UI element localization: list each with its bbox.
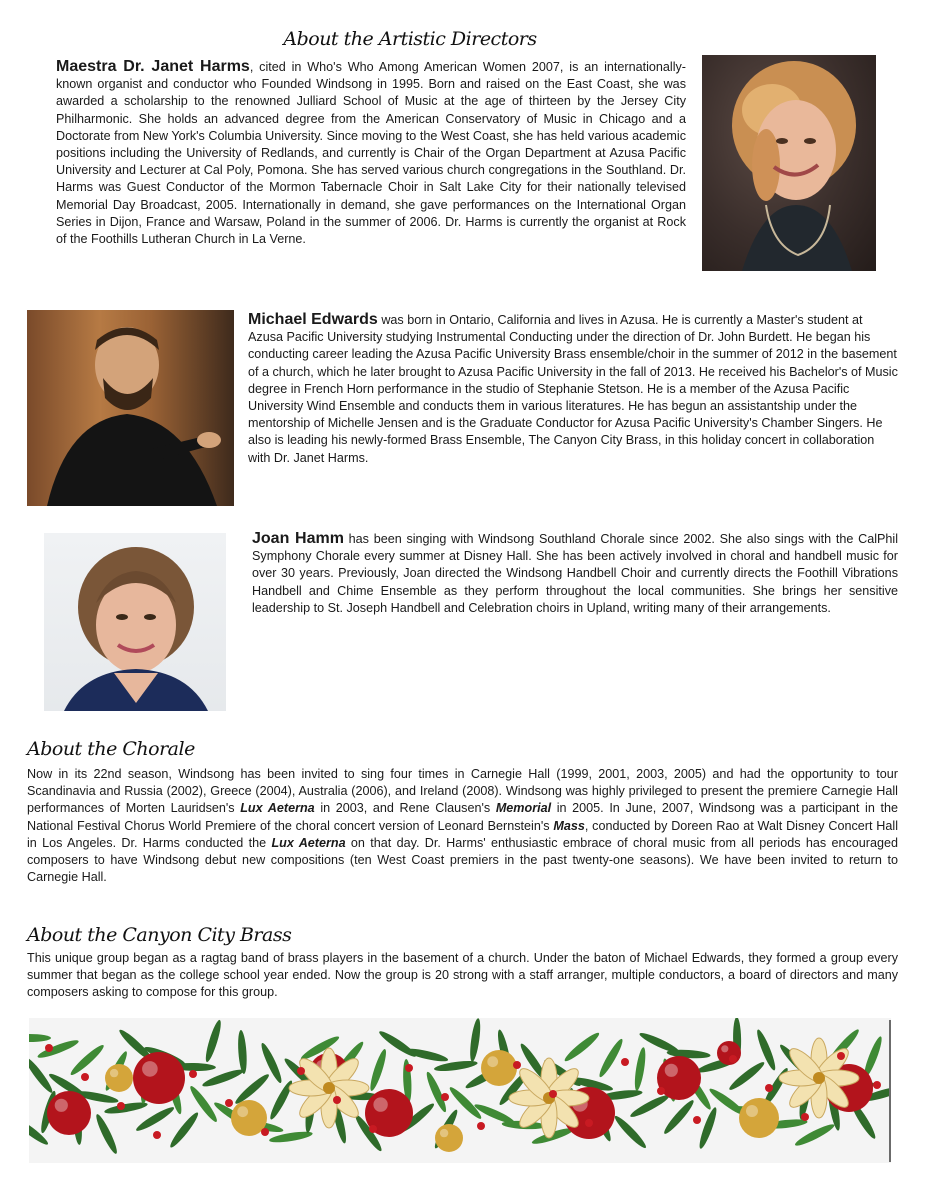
work-title: Mass (553, 818, 585, 833)
chorale-text-part: on that day. Dr. Harms' enthusiastic embrace of choral music from all periods has encouraged composers to have Windsong debut new compositions (ten West Coast premiers in the past twenty-one seasons). We have been invited to return to Carnegie Hall. (27, 835, 898, 885)
edwards-name: Michael Edwards (248, 311, 378, 328)
chorale-text-part: Now in its 22nd season, Windsong has been invited to sing four times in Carnegie Hall (1999, 2001, 2003, 2005) and had the opportunity to tour Scandinavia and Russia (2002), Greece (2004), Australia (2006), and Ireland (2008). Windsong was highly privileged to present the premiere Carnegie Hall performances of Morten Lauridsen's (27, 767, 898, 816)
christmas-garland (29, 1018, 891, 1163)
harms-photo (702, 55, 876, 271)
work-title: Memorial (495, 801, 552, 816)
work-title: Lux Aeterna (240, 801, 315, 816)
edwards-photo (27, 310, 234, 506)
work-title: Lux Aeterna (271, 835, 346, 850)
garland-edge-line (889, 1020, 891, 1162)
brass-text: This unique group began as a ragtag band of brass players in the basement of a church. Under the baton of Michael Edwards, they formed a group every summer that began as the college school year ended. Now the group is 20 strong with a staff arranger, multiple conductors, a board of directors and many composers asking to compose for this group. (27, 951, 898, 1000)
hamm-bio-text: has been singing with Windsong Southland Chorale since 2002. She also sings with the CalPhil Symphony Chorale every summer at Disney Hall. She has been actively involved in choral and handbell music for over 30 years. Previously, Joan directed the Windsong Handbell Choir and currently directs the Foothill Vibrations Handbell and Chime Ensemble as they perform throughout the local communities. She brings her sensitive leadership to St. Joseph Handbell and Celebration choirs in Upland, writing many of their arrangements. (252, 532, 898, 615)
harms-bio (56, 58, 686, 248)
chorale-text-part: , conducted by Doreen Rao at Walt Disney Concert Hall in Los Angeles. Dr. Harms conducted the (27, 818, 899, 850)
page-title: About the Artistic Directors (283, 28, 537, 50)
chorale-text (27, 766, 898, 886)
hamm-name: Joan Hamm (252, 530, 344, 547)
chorale-text-part: in 2005. In June, 2007, Windsong was a participant in the National Festival Chorus World Premiere of the choral concert version of Leonard Bernstein's (27, 801, 898, 833)
hamm-bio (252, 530, 898, 617)
chorale-text-part: in 2003, and Rene Clausen's (314, 801, 496, 816)
harms-bio-text: , cited in Who's Who Among American Women 2007, is an internationally-known organist and conductor who Founded Windsong in 1995. Born and raised on the East Coast, she was awarded a scholarship to the renowned Julliard School of Music at the age of thirteen by the Jersey City Philharmonic. She holds an advanced degree from the American Conservatory of Music in Chicago and a Doctorate from New York's Columbia University. Since moving to the West Coast, she has held various academic positions including the University of Redlands, and currently is Chair of the Organ Department at Azusa Pacific University and Lecturer at Cal Poly, Pomona. She has served various church congregations in the Southland. Dr. Harms was Guest Conductor of the Mormon Tabernacle Choir in Salt Lake City for their nationally televised Memorial Day Broadcast, 2005. Internationally in demand, she gave performances on the International Organ Series in Dijon, France and Warsaw, Poland in the summer of 2006. Dr. Harms is currently the organist at Rock of the Foothills Lutheran Church in La Verne. (56, 60, 686, 247)
chorale-heading: About the Chorale (27, 738, 195, 760)
harms-name: Maestra Dr. Janet Harms (56, 58, 250, 75)
hamm-photo (44, 533, 226, 711)
garland-illustration (29, 1018, 891, 1163)
edwards-bio-text: was born in Ontario, California and lives in Azusa. He is currently a Master's student at Azusa Pacific University studying Instrumental Conducting under the direction of Dr. John Burdett. He began his conducting career leading the Azusa Pacific University Brass ensemble/choir in the summer of 2012 in the basement of a church, which he later brought to Azusa Pacific University in the fall of 2013. He received his Bachelor's of Music degree in French Horn performance in the studio of Stephanie Stetson. He is a member of the Azusa Pacific University Wind Ensemble and conducts them in various literatures. He has begun an assistantship under the mentorship of Michelle Jensen and is the Graduate Conductor for Azusa Pacific University's Chamber Singers. He also is leading his newly-formed Brass Ensemble, The Canyon City Brass, in this holiday concert in collaboration with Dr. Janet Harms. (248, 313, 898, 465)
brass-heading: About the Canyon City Brass (27, 924, 292, 946)
edwards-bio (248, 311, 898, 467)
